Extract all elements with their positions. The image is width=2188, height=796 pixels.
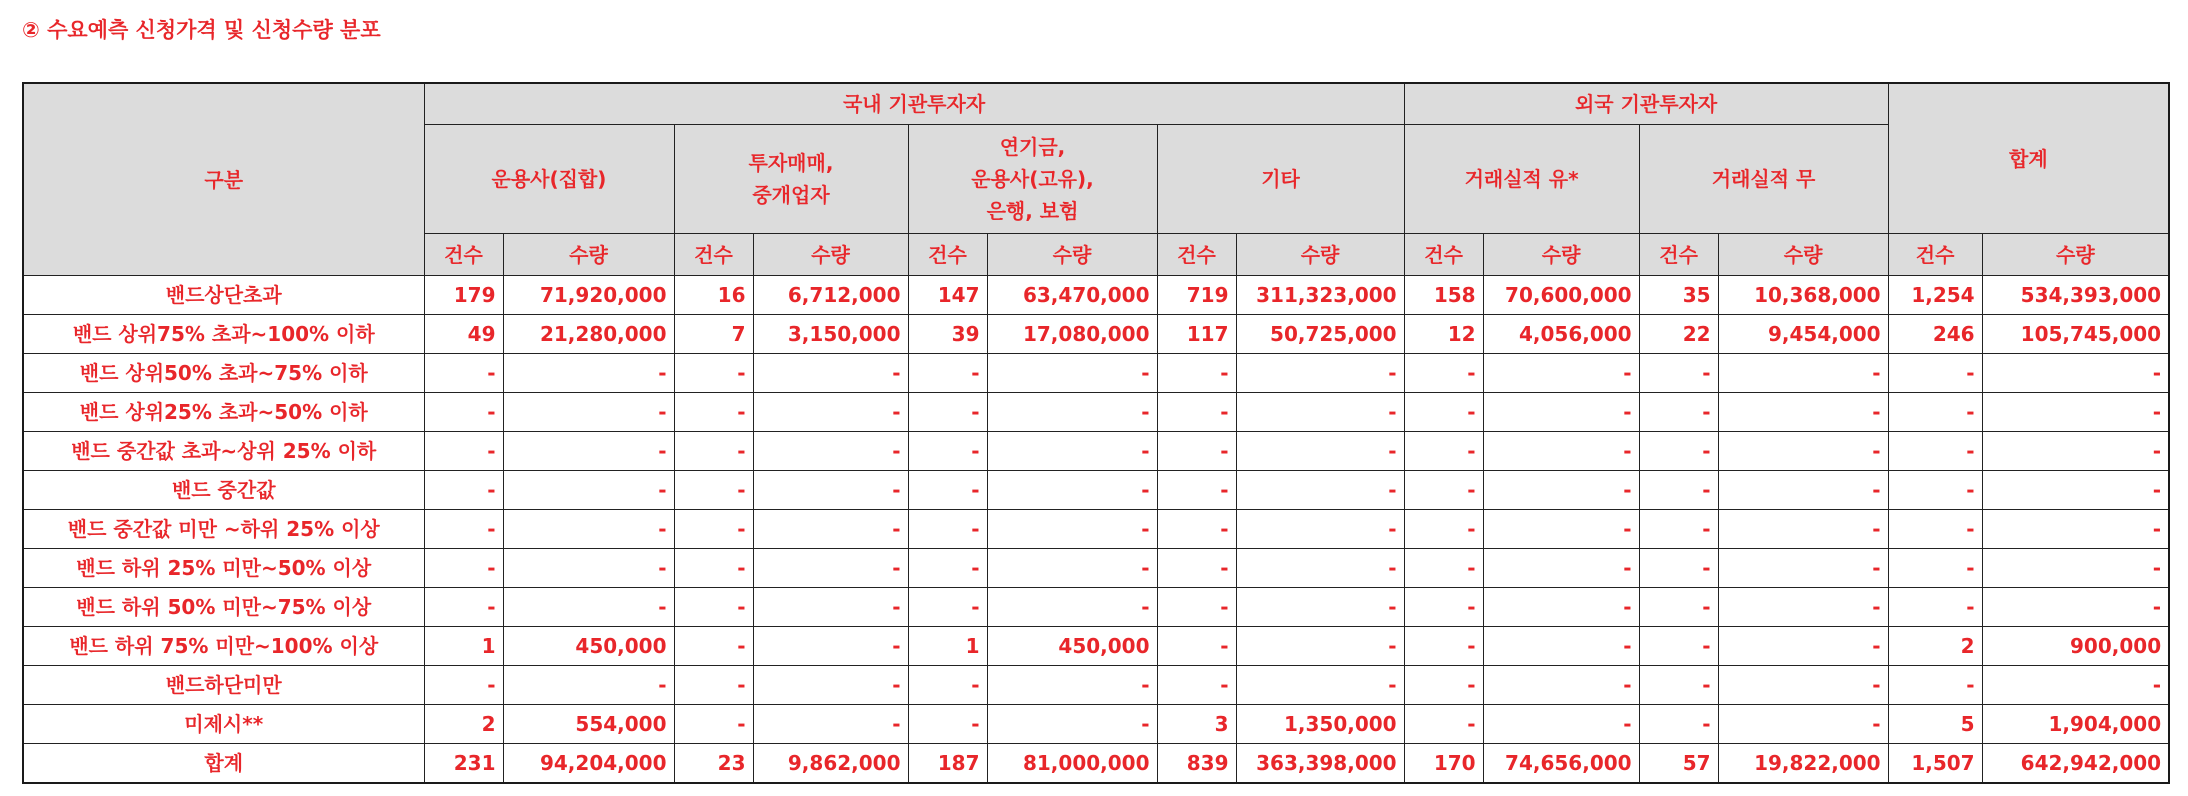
count-cell: - — [1639, 666, 1718, 705]
quantity-cell: - — [1483, 549, 1639, 588]
count-cell: 7 — [674, 315, 753, 354]
quantity-cell: - — [503, 471, 674, 510]
count-cell: 187 — [908, 744, 987, 784]
table-row — [23, 627, 2169, 666]
count-cell: 839 — [1157, 744, 1236, 784]
count-cell: - — [1888, 354, 1982, 393]
quantity-cell: 81,000,000 — [987, 744, 1157, 784]
quantity-cell: - — [987, 549, 1157, 588]
count-cell: - — [1404, 432, 1483, 471]
row-label: 미제시** — [23, 705, 424, 744]
quantity-cell: - — [1483, 393, 1639, 432]
count-cell: 1,507 — [1888, 744, 1982, 784]
quantity-cell: 4,056,000 — [1483, 315, 1639, 354]
count-cell: 231 — [424, 744, 503, 784]
table-row — [23, 666, 2169, 705]
quantity-cell: 94,204,000 — [503, 744, 674, 784]
total-header: 합계 — [1888, 83, 2169, 234]
quantity-cell: - — [1982, 510, 2169, 549]
count-cell: - — [908, 471, 987, 510]
group-header-without-trade-record: 거래실적 무 — [1639, 125, 1888, 234]
group-header-with-trade-record: 거래실적 유* — [1404, 125, 1639, 234]
quantity-cell: - — [1483, 705, 1639, 744]
count-cell: 23 — [674, 744, 753, 784]
quantity-cell: 50,725,000 — [1236, 315, 1404, 354]
quantity-cell: - — [753, 354, 908, 393]
quantity-cell: 534,393,000 — [1982, 276, 2169, 315]
count-cell: - — [674, 432, 753, 471]
quantity-cell: 363,398,000 — [1236, 744, 1404, 784]
count-cell: - — [424, 666, 503, 705]
count-cell: - — [1157, 588, 1236, 627]
quantity-cell: - — [987, 354, 1157, 393]
quantity-cell: - — [1483, 666, 1639, 705]
count-cell: 719 — [1157, 276, 1236, 315]
count-cell: - — [1404, 666, 1483, 705]
quantity-cell: - — [1236, 393, 1404, 432]
count-cell: - — [908, 393, 987, 432]
quantity-header: 수량 — [503, 234, 674, 276]
quantity-cell: - — [1982, 393, 2169, 432]
row-label: 밴드 하위 25% 미만~50% 이상 — [23, 549, 424, 588]
count-header: 건수 — [1888, 234, 1982, 276]
count-cell: 170 — [1404, 744, 1483, 784]
page-title: ② 수요예측 신청가격 및 신청수량 분포 — [22, 18, 381, 42]
table-row — [23, 510, 2169, 549]
quantity-cell: - — [1982, 471, 2169, 510]
table-row — [23, 315, 2169, 354]
count-cell: - — [674, 510, 753, 549]
count-cell: - — [1639, 354, 1718, 393]
quantity-header: 수량 — [753, 234, 908, 276]
count-cell: - — [674, 705, 753, 744]
count-cell: - — [1888, 666, 1982, 705]
quantity-cell: 9,862,000 — [753, 744, 908, 784]
count-cell: 3 — [1157, 705, 1236, 744]
count-cell: - — [424, 432, 503, 471]
row-label: 밴드상단초과 — [23, 276, 424, 315]
quantity-cell: - — [1718, 432, 1888, 471]
count-cell: - — [908, 354, 987, 393]
group-header-broker-dealer: 투자매매, 중개업자 — [674, 125, 908, 234]
count-header: 건수 — [1404, 234, 1483, 276]
quantity-cell: - — [987, 432, 1157, 471]
quantity-cell: 19,822,000 — [1718, 744, 1888, 784]
count-cell: - — [1888, 393, 1982, 432]
quantity-cell: 450,000 — [987, 627, 1157, 666]
quantity-cell: 10,368,000 — [1718, 276, 1888, 315]
quantity-cell: - — [753, 393, 908, 432]
demand-forecast-distribution-table — [22, 82, 2170, 784]
quantity-cell: 3,150,000 — [753, 315, 908, 354]
count-cell: 12 — [1404, 315, 1483, 354]
quantity-cell: 311,323,000 — [1236, 276, 1404, 315]
quantity-cell: - — [1236, 627, 1404, 666]
count-cell: - — [674, 549, 753, 588]
count-cell: - — [1157, 471, 1236, 510]
quantity-cell: - — [753, 705, 908, 744]
count-cell: 35 — [1639, 276, 1718, 315]
row-label: 밴드 하위 50% 미만~75% 이상 — [23, 588, 424, 627]
count-cell: - — [908, 588, 987, 627]
count-cell: - — [1157, 354, 1236, 393]
quantity-cell: 21,280,000 — [503, 315, 674, 354]
quantity-cell: - — [1483, 588, 1639, 627]
count-cell: 1,254 — [1888, 276, 1982, 315]
count-cell: - — [1404, 627, 1483, 666]
row-label: 밴드 상위50% 초과~75% 이하 — [23, 354, 424, 393]
quantity-cell: 554,000 — [503, 705, 674, 744]
quantity-header: 수량 — [1236, 234, 1404, 276]
quantity-cell: 642,942,000 — [1982, 744, 2169, 784]
count-cell: - — [1888, 588, 1982, 627]
quantity-cell: 6,712,000 — [753, 276, 908, 315]
quantity-cell: - — [987, 705, 1157, 744]
quantity-cell: 70,600,000 — [1483, 276, 1639, 315]
quantity-cell: - — [753, 471, 908, 510]
quantity-cell: - — [503, 588, 674, 627]
count-cell: - — [424, 393, 503, 432]
quantity-cell: - — [1718, 510, 1888, 549]
count-cell: - — [1639, 393, 1718, 432]
count-cell: - — [1888, 471, 1982, 510]
quantity-cell: - — [753, 588, 908, 627]
quantity-header: 수량 — [1982, 234, 2169, 276]
quantity-cell: - — [753, 432, 908, 471]
quantity-cell: - — [1236, 354, 1404, 393]
quantity-cell: - — [503, 549, 674, 588]
quantity-cell: - — [1236, 666, 1404, 705]
quantity-cell: 1,904,000 — [1982, 705, 2169, 744]
quantity-cell: - — [503, 432, 674, 471]
quantity-cell: 450,000 — [503, 627, 674, 666]
quantity-header: 수량 — [1483, 234, 1639, 276]
count-cell: - — [1404, 393, 1483, 432]
quantity-cell: 63,470,000 — [987, 276, 1157, 315]
table-row — [23, 393, 2169, 432]
quantity-cell: - — [1718, 705, 1888, 744]
count-cell: - — [424, 588, 503, 627]
quantity-cell: - — [1718, 393, 1888, 432]
count-header: 건수 — [1639, 234, 1718, 276]
quantity-cell: - — [1483, 627, 1639, 666]
count-cell: - — [908, 549, 987, 588]
quantity-cell: 105,745,000 — [1982, 315, 2169, 354]
row-label: 합계 — [23, 744, 424, 784]
quantity-cell: - — [1718, 588, 1888, 627]
count-cell: - — [1639, 432, 1718, 471]
quantity-cell: - — [1718, 354, 1888, 393]
table-row — [23, 276, 2169, 315]
quantity-cell: - — [753, 627, 908, 666]
quantity-cell: - — [1718, 627, 1888, 666]
row-label: 밴드 하위 75% 미만~100% 이상 — [23, 627, 424, 666]
count-cell: - — [1404, 354, 1483, 393]
count-cell: - — [674, 354, 753, 393]
count-cell: 5 — [1888, 705, 1982, 744]
count-cell: 57 — [1639, 744, 1718, 784]
count-header: 건수 — [424, 234, 503, 276]
count-cell: 1 — [424, 627, 503, 666]
count-cell: - — [1404, 549, 1483, 588]
count-cell: - — [908, 432, 987, 471]
table-row — [23, 705, 2169, 744]
row-label: 밴드 중간값 미만 ~하위 25% 이상 — [23, 510, 424, 549]
count-cell: - — [1404, 510, 1483, 549]
count-cell: 2 — [424, 705, 503, 744]
quantity-cell: - — [1236, 510, 1404, 549]
count-cell: 39 — [908, 315, 987, 354]
row-label: 밴드 중간값 초과~상위 25% 이하 — [23, 432, 424, 471]
count-cell: - — [1888, 432, 1982, 471]
count-cell: 1 — [908, 627, 987, 666]
count-cell: - — [1157, 627, 1236, 666]
row-label: 밴드 상위75% 초과~100% 이하 — [23, 315, 424, 354]
quantity-cell: - — [1483, 510, 1639, 549]
count-cell: - — [1404, 588, 1483, 627]
quantity-cell: 1,350,000 — [1236, 705, 1404, 744]
quantity-cell: - — [503, 666, 674, 705]
quantity-cell: - — [1982, 432, 2169, 471]
quantity-cell: - — [1718, 471, 1888, 510]
count-cell: - — [908, 705, 987, 744]
table-row — [23, 354, 2169, 393]
count-cell: - — [1157, 432, 1236, 471]
count-cell: 49 — [424, 315, 503, 354]
quantity-cell: - — [987, 588, 1157, 627]
group-header-other: 기타 — [1157, 125, 1404, 234]
quantity-cell: - — [753, 549, 908, 588]
quantity-header: 수량 — [1718, 234, 1888, 276]
count-cell: - — [424, 354, 503, 393]
table-row — [23, 744, 2169, 784]
count-cell: - — [1888, 510, 1982, 549]
count-cell: - — [1157, 393, 1236, 432]
count-cell: - — [908, 510, 987, 549]
group-header-asset-manager: 운용사(집합) — [424, 125, 674, 234]
category-header: 구분 — [23, 83, 424, 276]
table-row — [23, 588, 2169, 627]
count-cell: - — [1639, 510, 1718, 549]
quantity-cell: - — [1982, 588, 2169, 627]
count-cell: 117 — [1157, 315, 1236, 354]
count-cell: 2 — [1888, 627, 1982, 666]
count-header: 건수 — [1157, 234, 1236, 276]
count-cell: - — [1639, 549, 1718, 588]
quantity-header: 수량 — [987, 234, 1157, 276]
count-cell: - — [1639, 471, 1718, 510]
count-cell: 22 — [1639, 315, 1718, 354]
count-cell: - — [674, 588, 753, 627]
quantity-cell: - — [1483, 471, 1639, 510]
quantity-cell: - — [1236, 549, 1404, 588]
count-cell: - — [424, 471, 503, 510]
count-cell: 246 — [1888, 315, 1982, 354]
quantity-cell: - — [987, 471, 1157, 510]
table-row — [23, 432, 2169, 471]
quantity-cell: - — [987, 510, 1157, 549]
count-cell: - — [674, 627, 753, 666]
count-cell: - — [424, 510, 503, 549]
quantity-cell: - — [503, 510, 674, 549]
quantity-cell: 71,920,000 — [503, 276, 674, 315]
quantity-cell: - — [1236, 432, 1404, 471]
row-label: 밴드 중간값 — [23, 471, 424, 510]
count-cell: - — [1404, 705, 1483, 744]
count-cell: - — [1639, 588, 1718, 627]
count-header: 건수 — [674, 234, 753, 276]
count-cell: 16 — [674, 276, 753, 315]
quantity-cell: - — [1236, 588, 1404, 627]
quantity-cell: 74,656,000 — [1483, 744, 1639, 784]
count-cell: - — [1639, 705, 1718, 744]
count-cell: - — [674, 471, 753, 510]
quantity-cell: - — [1982, 666, 2169, 705]
row-label: 밴드 상위25% 초과~50% 이하 — [23, 393, 424, 432]
quantity-cell: 17,080,000 — [987, 315, 1157, 354]
count-cell: 179 — [424, 276, 503, 315]
count-cell: - — [908, 666, 987, 705]
quantity-cell: - — [753, 510, 908, 549]
count-cell: 147 — [908, 276, 987, 315]
quantity-cell: - — [1718, 666, 1888, 705]
quantity-cell: - — [1982, 354, 2169, 393]
table-row — [23, 471, 2169, 510]
quantity-cell: - — [1483, 432, 1639, 471]
count-cell: - — [1157, 510, 1236, 549]
count-cell: - — [674, 393, 753, 432]
count-cell: 158 — [1404, 276, 1483, 315]
count-cell: - — [1404, 471, 1483, 510]
quantity-cell: - — [1982, 549, 2169, 588]
count-cell: - — [1639, 627, 1718, 666]
domestic-institutions-header: 국내 기관투자자 — [424, 83, 1404, 125]
quantity-cell: - — [987, 393, 1157, 432]
quantity-cell: - — [1718, 549, 1888, 588]
quantity-cell: 900,000 — [1982, 627, 2169, 666]
quantity-cell: - — [503, 393, 674, 432]
count-cell: - — [674, 666, 753, 705]
group-header-pension-bank-insurance: 연기금, 운용사(고유), 은행, 보험 — [908, 125, 1157, 234]
foreign-institutions-header: 외국 기관투자자 — [1404, 83, 1888, 125]
quantity-cell: - — [503, 354, 674, 393]
count-cell: - — [1888, 549, 1982, 588]
table-row — [23, 549, 2169, 588]
quantity-cell: 9,454,000 — [1718, 315, 1888, 354]
quantity-cell: - — [753, 666, 908, 705]
quantity-cell: - — [987, 666, 1157, 705]
quantity-cell: - — [1236, 471, 1404, 510]
count-cell: - — [1157, 549, 1236, 588]
count-cell: - — [424, 549, 503, 588]
row-label: 밴드하단미만 — [23, 666, 424, 705]
quantity-cell: - — [1483, 354, 1639, 393]
count-cell: - — [1157, 666, 1236, 705]
count-header: 건수 — [908, 234, 987, 276]
